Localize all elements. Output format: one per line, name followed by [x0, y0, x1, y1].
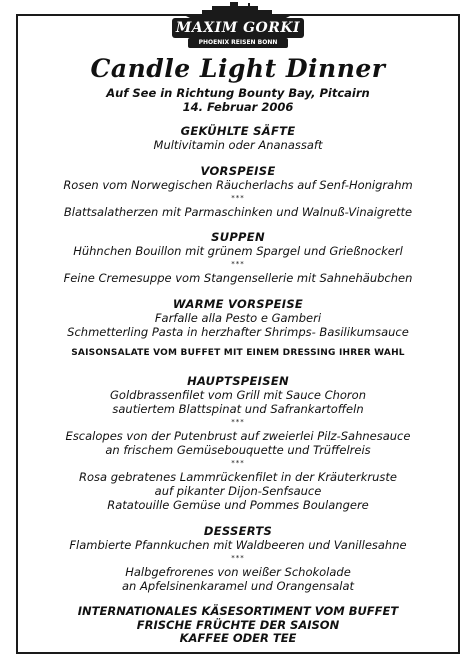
ship-icon — [178, 2, 298, 18]
logo-tagline: PHOENIX REISEN BONN — [188, 38, 288, 48]
mains-item-1-line-2: sautiertem Blattspinat und Safrankartoffeln — [112, 402, 364, 416]
mains-item-3-line-1: Rosa gebratenes Lammrückenfilet in der Kräuterkruste — [79, 470, 397, 484]
juices-heading: GEKÜHLTE SÄFTE — [180, 124, 296, 138]
desserts-item-2-line-2: an Apfelsinenkaramel und Orangensalat — [121, 579, 355, 593]
separator: *** — [231, 418, 245, 426]
menu-location: Auf See in Richtung Bounty Bay, Pitcairn — [106, 86, 370, 100]
desserts-item-1: Flambierte Pfannkuchen mit Waldbeeren und Vanillesahne — [69, 538, 407, 552]
desserts-heading: DESSERTS — [203, 524, 273, 538]
soups-item-2: Feine Cremesuppe vom Stangensellerie mit Sahnehäubchen — [63, 271, 413, 285]
starter-item-1: Rosen vom Norwegischen Räucherlachs auf Senf-Honigrahm — [63, 178, 413, 192]
separator: *** — [231, 554, 245, 562]
soups-heading: SUPPEN — [211, 230, 265, 244]
mains-item-2-line-1: Escalopes von der Putenbrust auf zweierlei Pilz-Sahnesauce — [65, 429, 411, 443]
starter-heading: VORSPEISE — [200, 164, 276, 178]
menu-date: 14. Februar 2006 — [182, 100, 294, 114]
warm-starter-item-2: Schmetterling Pasta in herzhafter Shrimps- Basilikumsauce — [67, 325, 409, 339]
warm-starter-heading: WARME VORSPEISE — [172, 297, 304, 311]
logo-brand: MAXIM GORKI — [172, 18, 304, 38]
salad-note: SAISONSALATE VOM BUFFET MIT EINEM DRESSING IHRER WAHL — [71, 348, 405, 358]
juices-item: Multivitamin oder Ananassaft — [153, 138, 323, 152]
mains-item-1-line-1: Goldbrassenfilet vom Grill mit Sauce Choron — [110, 388, 366, 402]
desserts-item-2-line-1: Halbgefrorenes von weißer Schokolade — [125, 565, 351, 579]
separator: *** — [231, 459, 245, 467]
starter-item-2: Blattsalatherzen mit Parmaschinken und Walnuß-Vinaigrette — [63, 205, 413, 219]
fruits-line: FRISCHE FRÜCHTE DER SAISON — [136, 618, 340, 632]
soups-item-1: Hühnchen Bouillon mit grünem Spargel und Grießnockerl — [73, 244, 403, 258]
warm-starter-item-1: Farfalle alla Pesto e Gamberi — [154, 311, 322, 325]
coffee-line: KAFFEE ODER TEE — [179, 631, 297, 645]
separator: *** — [231, 194, 245, 202]
maxim-gorki-logo — [168, 0, 308, 52]
mains-item-2-line-2: an frischem Gemüsebouquette und Trüffelreis — [105, 443, 371, 457]
mains-item-3-line-3: Ratatouille Gemüse und Pommes Boulangere — [107, 498, 369, 512]
menu-title: Candle Light Dinner — [90, 54, 386, 83]
separator: *** — [231, 260, 245, 268]
mains-item-3-line-2: auf pikanter Dijon-Senfsauce — [154, 484, 322, 498]
mains-heading: HAUPTSPEISEN — [187, 374, 289, 388]
cheese-line: INTERNATIONALES KÄSESORTIMENT VOM BUFFET — [77, 604, 399, 618]
